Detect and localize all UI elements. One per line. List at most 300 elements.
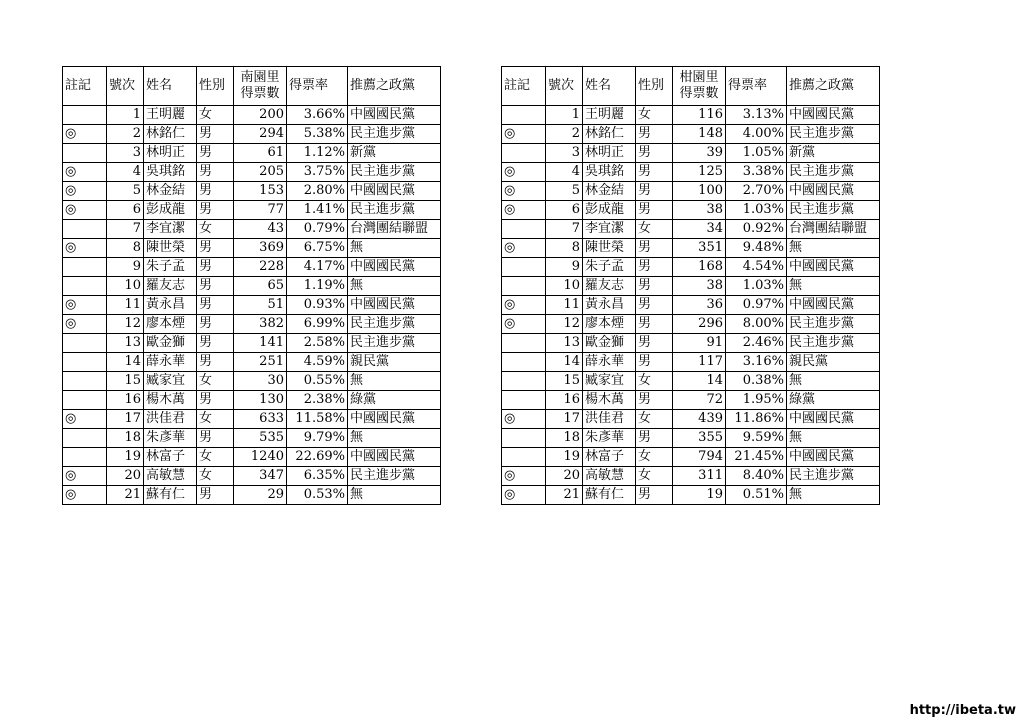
votes-cell: 130 [234, 391, 287, 410]
note-cell [502, 277, 546, 296]
name-cell: 羅友志 [144, 277, 197, 296]
gender-cell: 女 [636, 220, 673, 239]
vote-rate-cell: 1.03% [726, 201, 787, 220]
votes-cell: 439 [673, 410, 726, 429]
party-cell: 民主進步黨 [787, 201, 880, 220]
note-cell: ◎ [63, 296, 107, 315]
vote-rate-cell: 8.40% [726, 467, 787, 486]
votes-cell: 100 [673, 182, 726, 201]
votes-cell: 200 [234, 106, 287, 125]
name-cell: 林銘仁 [583, 125, 636, 144]
note-cell [63, 334, 107, 353]
header-party: 推薦之政黨 [348, 67, 441, 106]
gender-cell: 女 [197, 410, 234, 429]
party-cell: 民主進步黨 [348, 334, 441, 353]
gender-cell: 男 [197, 277, 234, 296]
party-cell: 民主進步黨 [348, 467, 441, 486]
votes-cell: 34 [673, 220, 726, 239]
table-row [63, 334, 441, 353]
vote-rate-cell: 2.46% [726, 334, 787, 353]
note-cell [502, 448, 546, 467]
number-cell: 11 [107, 296, 144, 315]
number-cell: 1 [546, 106, 583, 125]
name-cell: 彭成龍 [144, 201, 197, 220]
gender-cell: 男 [197, 296, 234, 315]
table-row [502, 220, 880, 239]
gender-cell: 男 [636, 486, 673, 505]
table-row [63, 144, 441, 163]
votes-cell: 125 [673, 163, 726, 182]
name-cell: 洪佳君 [583, 410, 636, 429]
gender-cell: 男 [636, 296, 673, 315]
header-number: 號次 [107, 67, 144, 106]
votes-cell: 30 [234, 372, 287, 391]
table-row [502, 372, 880, 391]
name-cell: 林銘仁 [144, 125, 197, 144]
name-cell: 朱子孟 [144, 258, 197, 277]
table-row [502, 296, 880, 315]
table-row [63, 448, 441, 467]
note-cell: ◎ [63, 125, 107, 144]
vote-rate-cell: 1.12% [287, 144, 348, 163]
party-cell: 親民黨 [348, 353, 441, 372]
gender-cell: 男 [197, 334, 234, 353]
party-cell: 中國國民黨 [348, 106, 441, 125]
votes-cell: 38 [673, 201, 726, 220]
header-note: 註記 [502, 67, 546, 106]
note-cell [63, 220, 107, 239]
note-cell [63, 448, 107, 467]
vote-rate-cell: 5.38% [287, 125, 348, 144]
table-row [63, 277, 441, 296]
party-cell: 民主進步黨 [787, 315, 880, 334]
votes-cell: 351 [673, 239, 726, 258]
note-cell: ◎ [63, 410, 107, 429]
gender-cell: 男 [636, 258, 673, 277]
party-cell: 中國國民黨 [787, 182, 880, 201]
table-row [63, 410, 441, 429]
ganyuan-vote-table [501, 66, 880, 505]
party-cell: 中國國民黨 [348, 410, 441, 429]
name-cell: 朱子孟 [583, 258, 636, 277]
note-cell: ◎ [502, 410, 546, 429]
party-cell: 台灣團結聯盟 [348, 220, 441, 239]
party-cell: 親民黨 [787, 353, 880, 372]
party-cell: 新黨 [787, 144, 880, 163]
votes-cell: 38 [673, 277, 726, 296]
vote-rate-cell: 0.79% [287, 220, 348, 239]
name-cell: 林明正 [583, 144, 636, 163]
table-row [502, 182, 880, 201]
note-cell [63, 429, 107, 448]
gender-cell: 女 [197, 372, 234, 391]
votes-cell: 794 [673, 448, 726, 467]
note-cell [502, 429, 546, 448]
gender-cell: 男 [197, 163, 234, 182]
vote-rate-cell: 0.53% [287, 486, 348, 505]
name-cell: 高敏慧 [583, 467, 636, 486]
note-cell [63, 353, 107, 372]
number-cell: 15 [107, 372, 144, 391]
table-row [502, 125, 880, 144]
name-cell: 高敏慧 [144, 467, 197, 486]
note-cell: ◎ [502, 239, 546, 258]
votes-cell: 14 [673, 372, 726, 391]
number-cell: 10 [107, 277, 144, 296]
note-cell: ◎ [63, 163, 107, 182]
vote-rate-cell: 3.38% [726, 163, 787, 182]
number-cell: 21 [107, 486, 144, 505]
note-cell: ◎ [502, 296, 546, 315]
header-note: 註記 [63, 67, 107, 106]
votes-cell: 117 [673, 353, 726, 372]
name-cell: 王明麗 [144, 106, 197, 125]
gender-cell: 女 [636, 410, 673, 429]
party-cell: 民主進步黨 [348, 125, 441, 144]
votes-cell: 347 [234, 467, 287, 486]
number-cell: 12 [546, 315, 583, 334]
vote-rate-cell: 21.45% [726, 448, 787, 467]
number-cell: 8 [107, 239, 144, 258]
table-row [63, 201, 441, 220]
note-cell [502, 258, 546, 277]
name-cell: 蘇有仁 [144, 486, 197, 505]
number-cell: 4 [107, 163, 144, 182]
number-cell: 1 [107, 106, 144, 125]
name-cell: 蘇有仁 [583, 486, 636, 505]
gender-cell: 男 [197, 258, 234, 277]
party-cell: 民主進步黨 [787, 467, 880, 486]
votes-cell: 77 [234, 201, 287, 220]
vote-rate-cell: 0.93% [287, 296, 348, 315]
vote-rate-cell: 6.35% [287, 467, 348, 486]
gender-cell: 男 [197, 125, 234, 144]
name-cell: 林明正 [144, 144, 197, 163]
number-cell: 14 [546, 353, 583, 372]
number-cell: 14 [107, 353, 144, 372]
gender-cell: 女 [197, 220, 234, 239]
header-gender: 性別 [197, 67, 234, 106]
note-cell [63, 258, 107, 277]
name-cell: 洪佳君 [144, 410, 197, 429]
vote-rate-cell: 2.38% [287, 391, 348, 410]
votes-cell: 633 [234, 410, 287, 429]
table-row [502, 144, 880, 163]
vote-rate-cell: 6.99% [287, 315, 348, 334]
gender-cell: 男 [197, 486, 234, 505]
number-cell: 6 [107, 201, 144, 220]
gender-cell: 女 [636, 467, 673, 486]
party-cell: 無 [787, 239, 880, 258]
party-cell: 無 [787, 372, 880, 391]
nanyuan-vote-table [62, 66, 441, 505]
vote-rate-cell: 0.55% [287, 372, 348, 391]
gender-cell: 男 [197, 315, 234, 334]
party-cell: 中國國民黨 [787, 296, 880, 315]
votes-cell: 205 [234, 163, 287, 182]
note-cell: ◎ [63, 486, 107, 505]
vote-rate-cell: 2.80% [287, 182, 348, 201]
header-name: 姓名 [583, 67, 636, 106]
vote-rate-cell: 4.59% [287, 353, 348, 372]
note-cell [63, 277, 107, 296]
number-cell: 5 [107, 182, 144, 201]
votes-cell: 36 [673, 296, 726, 315]
party-cell: 無 [787, 429, 880, 448]
table-row [63, 296, 441, 315]
note-cell [63, 144, 107, 163]
name-cell: 歐金獅 [144, 334, 197, 353]
number-cell: 9 [546, 258, 583, 277]
vote-rate-cell: 1.19% [287, 277, 348, 296]
table-row [502, 391, 880, 410]
party-cell: 中國國民黨 [348, 258, 441, 277]
number-cell: 11 [546, 296, 583, 315]
gender-cell: 男 [636, 182, 673, 201]
name-cell: 林富子 [583, 448, 636, 467]
vote-rate-cell: 0.51% [726, 486, 787, 505]
gender-cell: 男 [636, 144, 673, 163]
gender-cell: 男 [636, 391, 673, 410]
number-cell: 4 [546, 163, 583, 182]
gender-cell: 男 [197, 429, 234, 448]
vote-rate-cell: 8.00% [726, 315, 787, 334]
number-cell: 3 [107, 144, 144, 163]
party-cell: 台灣團結聯盟 [787, 220, 880, 239]
name-cell: 廖本煙 [583, 315, 636, 334]
votes-cell: 51 [234, 296, 287, 315]
party-cell: 無 [348, 372, 441, 391]
name-cell: 歐金獅 [583, 334, 636, 353]
table-row [502, 258, 880, 277]
party-cell: 民主進步黨 [348, 163, 441, 182]
name-cell: 黃永昌 [144, 296, 197, 315]
party-cell: 中國國民黨 [787, 410, 880, 429]
gender-cell: 男 [636, 353, 673, 372]
gender-cell: 女 [636, 448, 673, 467]
note-cell: ◎ [502, 182, 546, 201]
name-cell: 楊木萬 [144, 391, 197, 410]
gender-cell: 男 [636, 315, 673, 334]
number-cell: 7 [546, 220, 583, 239]
vote-rate-cell: 3.66% [287, 106, 348, 125]
table-row [502, 239, 880, 258]
header-vote-rate: 得票率 [726, 67, 787, 106]
header-gender: 性別 [636, 67, 673, 106]
vote-rate-cell: 1.03% [726, 277, 787, 296]
table-row [63, 372, 441, 391]
vote-rate-cell: 1.05% [726, 144, 787, 163]
name-cell: 黃永昌 [583, 296, 636, 315]
note-cell: ◎ [63, 239, 107, 258]
vote-rate-cell: 9.79% [287, 429, 348, 448]
number-cell: 17 [107, 410, 144, 429]
party-cell: 無 [787, 277, 880, 296]
vote-rate-cell: 2.58% [287, 334, 348, 353]
site-watermark: http://ibeta.tw [909, 703, 1016, 718]
votes-cell: 65 [234, 277, 287, 296]
votes-cell: 355 [673, 429, 726, 448]
vote-rate-cell: 4.00% [726, 125, 787, 144]
note-cell: ◎ [502, 486, 546, 505]
gender-cell: 男 [197, 201, 234, 220]
note-cell: ◎ [502, 467, 546, 486]
header-vote-rate: 得票率 [287, 67, 348, 106]
number-cell: 20 [546, 467, 583, 486]
gender-cell: 女 [197, 467, 234, 486]
name-cell: 林富子 [144, 448, 197, 467]
note-cell: ◎ [502, 315, 546, 334]
table-body [502, 106, 880, 505]
note-cell: ◎ [63, 182, 107, 201]
party-cell: 中國國民黨 [348, 182, 441, 201]
header-votes: 南園里 得票數 [234, 67, 287, 106]
party-cell: 民主進步黨 [787, 334, 880, 353]
gender-cell: 男 [636, 239, 673, 258]
gender-cell: 女 [197, 448, 234, 467]
votes-cell: 116 [673, 106, 726, 125]
header-votes: 柑園里 得票數 [673, 67, 726, 106]
number-cell: 8 [546, 239, 583, 258]
vote-rate-cell: 0.38% [726, 372, 787, 391]
vote-rate-cell: 9.48% [726, 239, 787, 258]
note-cell [502, 353, 546, 372]
note-cell: ◎ [502, 125, 546, 144]
votes-cell: 72 [673, 391, 726, 410]
table-row [63, 182, 441, 201]
party-cell: 無 [787, 486, 880, 505]
gender-cell: 男 [197, 391, 234, 410]
votes-cell: 228 [234, 258, 287, 277]
gender-cell: 男 [636, 334, 673, 353]
votes-cell: 29 [234, 486, 287, 505]
gender-cell: 男 [636, 163, 673, 182]
vote-rate-cell: 6.75% [287, 239, 348, 258]
table-row [502, 201, 880, 220]
votes-cell: 61 [234, 144, 287, 163]
table-row [502, 410, 880, 429]
name-cell: 李宜潔 [144, 220, 197, 239]
vote-rate-cell: 22.69% [287, 448, 348, 467]
name-cell: 吳琪銘 [144, 163, 197, 182]
name-cell: 羅友志 [583, 277, 636, 296]
votes-cell: 296 [673, 315, 726, 334]
table-row [502, 334, 880, 353]
name-cell: 李宜潔 [583, 220, 636, 239]
number-cell: 13 [546, 334, 583, 353]
votes-cell: 294 [234, 125, 287, 144]
party-cell: 新黨 [348, 144, 441, 163]
name-cell: 楊木萬 [583, 391, 636, 410]
number-cell: 7 [107, 220, 144, 239]
party-cell: 無 [348, 277, 441, 296]
table-row [63, 486, 441, 505]
table-row [63, 353, 441, 372]
table-row [502, 163, 880, 182]
gender-cell: 男 [197, 353, 234, 372]
party-cell: 無 [348, 486, 441, 505]
number-cell: 2 [546, 125, 583, 144]
party-cell: 中國國民黨 [787, 258, 880, 277]
note-cell [502, 391, 546, 410]
votes-cell: 148 [673, 125, 726, 144]
header-number: 號次 [546, 67, 583, 106]
gender-cell: 女 [197, 106, 234, 125]
number-cell: 3 [546, 144, 583, 163]
party-cell: 民主進步黨 [348, 201, 441, 220]
vote-rate-cell: 3.13% [726, 106, 787, 125]
table-row [502, 429, 880, 448]
table-row [63, 467, 441, 486]
table-row [502, 448, 880, 467]
table-row [63, 258, 441, 277]
vote-rate-cell: 4.54% [726, 258, 787, 277]
number-cell: 5 [546, 182, 583, 201]
number-cell: 13 [107, 334, 144, 353]
gender-cell: 男 [197, 239, 234, 258]
party-cell: 綠黨 [787, 391, 880, 410]
number-cell: 18 [107, 429, 144, 448]
table-row [502, 315, 880, 334]
votes-cell: 39 [673, 144, 726, 163]
note-cell: ◎ [63, 467, 107, 486]
party-cell: 民主進步黨 [787, 125, 880, 144]
name-cell: 王明麗 [583, 106, 636, 125]
number-cell: 9 [107, 258, 144, 277]
table-body [63, 106, 441, 505]
name-cell: 彭成龍 [583, 201, 636, 220]
name-cell: 朱彥華 [144, 429, 197, 448]
votes-cell: 382 [234, 315, 287, 334]
vote-rate-cell: 11.58% [287, 410, 348, 429]
gender-cell: 男 [636, 201, 673, 220]
gender-cell: 女 [636, 106, 673, 125]
gender-cell: 女 [636, 372, 673, 391]
number-cell: 10 [546, 277, 583, 296]
note-cell: ◎ [63, 201, 107, 220]
header-name: 姓名 [144, 67, 197, 106]
name-cell: 林金結 [144, 182, 197, 201]
header-party: 推薦之政黨 [787, 67, 880, 106]
votes-cell: 19 [673, 486, 726, 505]
number-cell: 17 [546, 410, 583, 429]
name-cell: 陳世榮 [583, 239, 636, 258]
votes-cell: 251 [234, 353, 287, 372]
vote-rate-cell: 9.59% [726, 429, 787, 448]
name-cell: 吳琪銘 [583, 163, 636, 182]
number-cell: 21 [546, 486, 583, 505]
vote-rate-cell: 3.75% [287, 163, 348, 182]
note-cell [63, 372, 107, 391]
note-cell [502, 334, 546, 353]
party-cell: 中國國民黨 [348, 448, 441, 467]
gender-cell: 男 [636, 277, 673, 296]
table-row [63, 220, 441, 239]
note-cell: ◎ [502, 201, 546, 220]
party-cell: 中國國民黨 [348, 296, 441, 315]
name-cell: 朱彥華 [583, 429, 636, 448]
note-cell [502, 106, 546, 125]
note-cell [63, 106, 107, 125]
name-cell: 薛永華 [144, 353, 197, 372]
number-cell: 16 [546, 391, 583, 410]
name-cell: 臧家宜 [144, 372, 197, 391]
party-cell: 民主進步黨 [787, 163, 880, 182]
note-cell [502, 220, 546, 239]
number-cell: 18 [546, 429, 583, 448]
votes-cell: 168 [673, 258, 726, 277]
gender-cell: 男 [197, 182, 234, 201]
